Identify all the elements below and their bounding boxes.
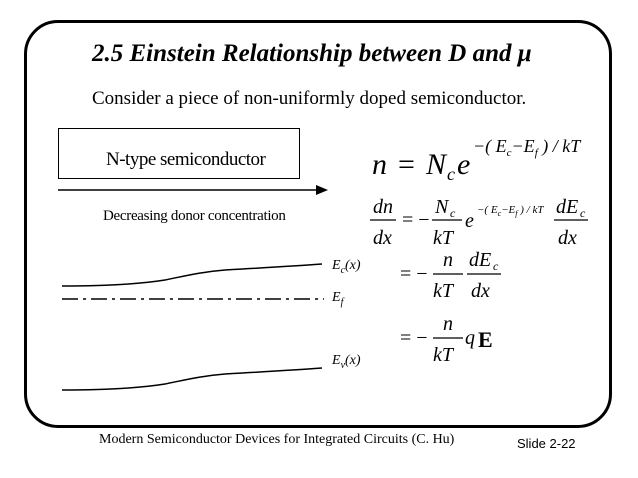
eq2-Nc: N <box>435 196 449 218</box>
eq1-exp: −( $E_c-E_f$ ) / kT <box>473 136 581 159</box>
ev-label: $E_v(x)$ <box>332 353 361 371</box>
eq2-dEc-sub: c <box>580 206 586 220</box>
eq4-E-field: E <box>478 327 493 352</box>
eq2-equals: = − <box>402 209 430 231</box>
equation-1 <box>372 136 582 184</box>
eq3-dEc: dE <box>469 249 492 271</box>
eq4-n: n <box>443 313 453 335</box>
slide-footer: Modern Semiconductor Devices for Integrated Circuits (C. Hu) <box>99 432 455 447</box>
eq3-n: n <box>443 249 453 271</box>
ef-label: $E_f$ <box>332 290 344 308</box>
eq2-dx2: dx <box>558 227 577 249</box>
equation-2 <box>370 196 588 249</box>
eq1-N: N <box>426 148 447 181</box>
eq3-dEc-sub: c <box>493 259 499 273</box>
eq4-kT: kT <box>433 344 453 366</box>
slide-title: 2.5 Einstein Relationship between D and μ <box>92 40 532 67</box>
eq2-dEc: dE <box>556 196 579 218</box>
eq3-dx: dx <box>471 280 490 302</box>
eq2-kT: kT <box>433 227 453 249</box>
equation-4 <box>400 313 493 366</box>
eq4-equals: = − <box>400 327 428 349</box>
eq2-dn: dn <box>373 196 393 218</box>
ec-label: $E_c(x)$ <box>332 258 361 276</box>
slide-number: Slide 2-22 <box>517 436 576 451</box>
eq1-N-sub: c <box>447 164 455 184</box>
donor-concentration-label: Decreasing donor concentration <box>103 208 286 224</box>
n-type-label: N-type semiconductor <box>106 149 266 170</box>
eq4-q: q <box>465 327 475 349</box>
eq2-dx: dx <box>373 227 392 249</box>
eq2-Nc-sub: c <box>450 206 456 220</box>
eq2-exp: −( $E_c-E_f$ ) / kT <box>477 204 544 218</box>
eq1-lhs: n <box>372 148 387 181</box>
eq3-kT: kT <box>433 280 453 302</box>
eq2-e: e <box>465 210 474 232</box>
slide-subtitle: Consider a piece of non-uniformly doped semiconductor. <box>92 88 527 109</box>
eq3-equals: = − <box>400 263 428 285</box>
eq1-e: e <box>457 148 471 181</box>
equation-3 <box>400 249 501 302</box>
eq1-equals: = <box>398 148 415 181</box>
